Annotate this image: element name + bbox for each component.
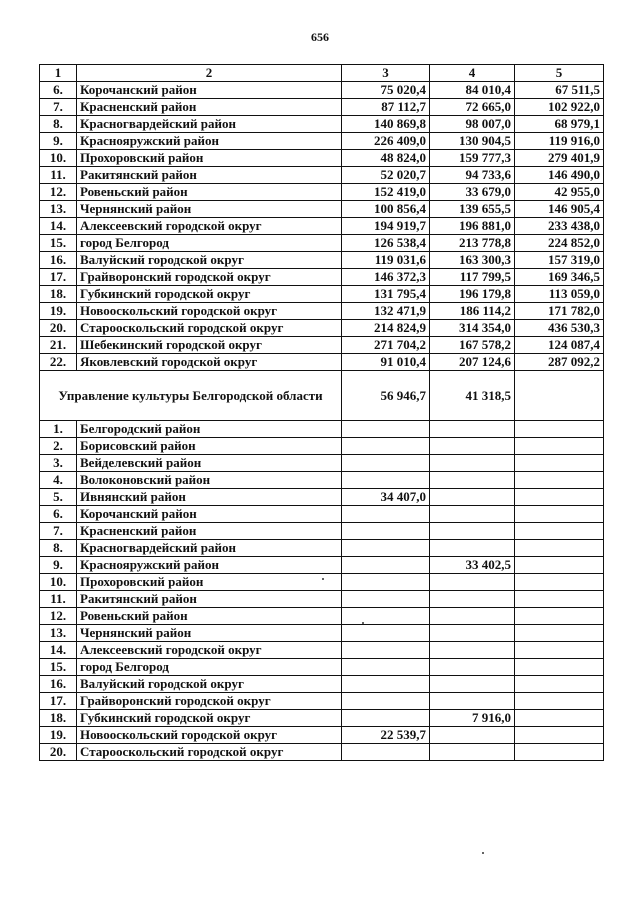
row-name: Краснояружский район [77, 133, 342, 150]
row-value-col5 [515, 438, 604, 455]
row-value-col5: 171 782,0 [515, 303, 604, 320]
table-row [40, 472, 604, 489]
row-value-col4 [430, 421, 515, 438]
row-value-col5: 124 087,4 [515, 337, 604, 354]
row-number: 8. [40, 116, 77, 133]
row-value-col4: 163 300,3 [430, 252, 515, 269]
row-number: 18. [40, 286, 77, 303]
row-value-col5 [515, 642, 604, 659]
row-value-col4 [430, 676, 515, 693]
row-number: 20. [40, 320, 77, 337]
row-value-col5: 169 346,5 [515, 269, 604, 286]
table-header-row [40, 65, 604, 82]
row-name: Губкинский городской округ [77, 286, 342, 303]
row-value-col4: 167 578,2 [430, 337, 515, 354]
row-value-col4: 84 010,4 [430, 82, 515, 99]
row-number: 7. [40, 523, 77, 540]
row-value-col3 [342, 421, 430, 438]
row-value-col4 [430, 472, 515, 489]
row-name: Ракитянский район [77, 591, 342, 608]
table-row [40, 557, 604, 574]
row-number: 14. [40, 642, 77, 659]
table-row [40, 235, 604, 252]
row-value-col4 [430, 693, 515, 710]
row-number: 20. [40, 744, 77, 761]
table-row [40, 540, 604, 557]
row-number: 12. [40, 608, 77, 625]
row-number: 19. [40, 303, 77, 320]
row-value-col5: 113 059,0 [515, 286, 604, 303]
row-value-col5 [515, 625, 604, 642]
row-value-col4 [430, 659, 515, 676]
row-value-col3: 152 419,0 [342, 184, 430, 201]
row-number: 11. [40, 167, 77, 184]
row-value-col3 [342, 625, 430, 642]
row-value-col5: 102 922,0 [515, 99, 604, 116]
row-value-col4 [430, 523, 515, 540]
table-row [40, 252, 604, 269]
table-row [40, 693, 604, 710]
row-value-col5 [515, 506, 604, 523]
row-value-col5 [515, 710, 604, 727]
row-value-col4 [430, 642, 515, 659]
row-value-col4: 117 799,5 [430, 269, 515, 286]
budget-table-body [40, 65, 604, 761]
row-value-col5: 42 955,0 [515, 184, 604, 201]
row-name: Шебекинский городской округ [77, 337, 342, 354]
row-value-col5 [515, 727, 604, 744]
row-number: 1. [40, 421, 77, 438]
row-number: 15. [40, 235, 77, 252]
table-row [40, 676, 604, 693]
section-row [40, 371, 604, 421]
row-value-col3 [342, 472, 430, 489]
row-value-col4: 196 179,8 [430, 286, 515, 303]
table-row [40, 218, 604, 235]
row-value-col5 [515, 540, 604, 557]
row-value-col5 [515, 455, 604, 472]
table-row [40, 489, 604, 506]
row-name: Волоконовский район [77, 472, 342, 489]
row-number: 7. [40, 99, 77, 116]
table-row [40, 286, 604, 303]
row-value-col4: 186 114,2 [430, 303, 515, 320]
row-value-col3 [342, 744, 430, 761]
scan-speck [322, 578, 324, 580]
table-row [40, 591, 604, 608]
table-row [40, 506, 604, 523]
row-name: Красненский район [77, 99, 342, 116]
row-value-col3: 271 704,2 [342, 337, 430, 354]
row-name: Ровеньский район [77, 608, 342, 625]
row-value-col4 [430, 506, 515, 523]
row-value-col4 [430, 727, 515, 744]
table-row [40, 184, 604, 201]
row-number: 12. [40, 184, 77, 201]
row-value-col3: 146 372,3 [342, 269, 430, 286]
row-number: 9. [40, 133, 77, 150]
row-value-col3: 214 824,9 [342, 320, 430, 337]
row-value-col3: 126 538,4 [342, 235, 430, 252]
row-value-col3: 226 409,0 [342, 133, 430, 150]
row-value-col4 [430, 455, 515, 472]
row-value-col5 [515, 608, 604, 625]
row-value-col5 [515, 489, 604, 506]
row-value-col5 [515, 693, 604, 710]
row-number: 9. [40, 557, 77, 574]
row-value-col3: 131 795,4 [342, 286, 430, 303]
row-value-col3 [342, 591, 430, 608]
table-row [40, 727, 604, 744]
row-number: 4. [40, 472, 77, 489]
row-value-col4 [430, 744, 515, 761]
row-value-col3 [342, 540, 430, 557]
row-value-col5: 146 490,0 [515, 167, 604, 184]
row-value-col3: 194 919,7 [342, 218, 430, 235]
row-value-col5: 233 438,0 [515, 218, 604, 235]
row-value-col4 [430, 540, 515, 557]
section-value-col3: 56 946,7 [342, 371, 430, 421]
section-title: Управление культуры Белгородской области [40, 371, 342, 421]
row-name: Старооскольский городской округ [77, 320, 342, 337]
scan-speck [362, 622, 364, 624]
table-row [40, 421, 604, 438]
row-name: Валуйский городской округ [77, 676, 342, 693]
row-value-col3 [342, 557, 430, 574]
row-value-col3: 140 869,8 [342, 116, 430, 133]
row-name: Чернянский район [77, 625, 342, 642]
table-row [40, 625, 604, 642]
row-value-col5 [515, 574, 604, 591]
row-value-col5: 67 511,5 [515, 82, 604, 99]
table-row [40, 133, 604, 150]
row-value-col5: 279 401,9 [515, 150, 604, 167]
table-row [40, 642, 604, 659]
row-name: Краснояружский район [77, 557, 342, 574]
row-value-col4: 196 881,0 [430, 218, 515, 235]
row-number: 6. [40, 506, 77, 523]
row-value-col5 [515, 472, 604, 489]
row-name: Алексеевский городской округ [77, 218, 342, 235]
header-col-1: 1 [40, 65, 77, 82]
row-value-col5 [515, 421, 604, 438]
row-value-col5: 68 979,1 [515, 116, 604, 133]
row-name: Ровеньский район [77, 184, 342, 201]
row-value-col3 [342, 659, 430, 676]
row-name: Губкинский городской округ [77, 710, 342, 727]
table-row [40, 303, 604, 320]
scan-speck [482, 852, 484, 854]
section-value-col4: 41 318,5 [430, 371, 515, 421]
row-number: 13. [40, 625, 77, 642]
table-row [40, 438, 604, 455]
row-name: город Белгород [77, 659, 342, 676]
row-name: Алексеевский городской округ [77, 642, 342, 659]
row-name: Грайворонский городской округ [77, 269, 342, 286]
page-number: 656 [311, 30, 329, 44]
row-name: Новооскольский городской округ [77, 727, 342, 744]
row-name: Чернянский район [77, 201, 342, 218]
row-value-col4 [430, 608, 515, 625]
row-value-col5: 146 905,4 [515, 201, 604, 218]
row-value-col4 [430, 574, 515, 591]
row-value-col3: 91 010,4 [342, 354, 430, 371]
table-row [40, 150, 604, 167]
row-number: 6. [40, 82, 77, 99]
row-name: Ракитянский район [77, 167, 342, 184]
row-value-col5 [515, 591, 604, 608]
row-value-col4: 139 655,5 [430, 201, 515, 218]
table-row [40, 354, 604, 371]
row-number: 17. [40, 269, 77, 286]
row-name: Красногвардейский район [77, 540, 342, 557]
table-row [40, 608, 604, 625]
row-number: 21. [40, 337, 77, 354]
row-number: 22. [40, 354, 77, 371]
row-value-col4 [430, 438, 515, 455]
row-value-col4: 314 354,0 [430, 320, 515, 337]
row-name: город Белгород [77, 235, 342, 252]
row-value-col3 [342, 574, 430, 591]
row-value-col4: 130 904,5 [430, 133, 515, 150]
header-col-2: 2 [77, 65, 342, 82]
row-value-col3 [342, 642, 430, 659]
row-name: Красногвардейский район [77, 116, 342, 133]
row-value-col3 [342, 455, 430, 472]
row-name: Старооскольский городской округ [77, 744, 342, 761]
row-value-col5 [515, 523, 604, 540]
row-value-col3: 34 407,0 [342, 489, 430, 506]
row-value-col3: 87 112,7 [342, 99, 430, 116]
row-value-col3 [342, 506, 430, 523]
row-value-col3: 52 020,7 [342, 167, 430, 184]
row-number: 2. [40, 438, 77, 455]
row-number: 18. [40, 710, 77, 727]
row-number: 13. [40, 201, 77, 218]
row-value-col4: 98 007,0 [430, 116, 515, 133]
row-value-col5 [515, 557, 604, 574]
row-name: Грайворонский городской округ [77, 693, 342, 710]
row-name: Прохоровский район [77, 574, 342, 591]
row-name: Яковлевский городской округ [77, 354, 342, 371]
section-value-col5 [515, 371, 604, 421]
row-value-col3 [342, 676, 430, 693]
row-number: 17. [40, 693, 77, 710]
table-row [40, 167, 604, 184]
table-row [40, 523, 604, 540]
row-number: 11. [40, 591, 77, 608]
row-number: 15. [40, 659, 77, 676]
row-number: 10. [40, 574, 77, 591]
header-col-3: 3 [342, 65, 430, 82]
row-value-col5: 224 852,0 [515, 235, 604, 252]
header-col-4: 4 [430, 65, 515, 82]
header-col-5: 5 [515, 65, 604, 82]
row-value-col4: 7 916,0 [430, 710, 515, 727]
row-value-col5 [515, 659, 604, 676]
row-name: Корочанский район [77, 506, 342, 523]
row-number: 3. [40, 455, 77, 472]
row-name: Борисовский район [77, 438, 342, 455]
table-row [40, 320, 604, 337]
row-value-col5: 157 319,0 [515, 252, 604, 269]
table-row [40, 574, 604, 591]
row-value-col3: 132 471,9 [342, 303, 430, 320]
row-value-col5: 119 916,0 [515, 133, 604, 150]
row-value-col4: 159 777,3 [430, 150, 515, 167]
table-row [40, 744, 604, 761]
table-row [40, 455, 604, 472]
row-value-col5 [515, 744, 604, 761]
row-value-col3 [342, 523, 430, 540]
row-name: Прохоровский район [77, 150, 342, 167]
row-value-col5: 287 092,2 [515, 354, 604, 371]
row-value-col4: 213 778,8 [430, 235, 515, 252]
row-number: 10. [40, 150, 77, 167]
row-value-col4 [430, 625, 515, 642]
table-row [40, 99, 604, 116]
row-value-col4 [430, 591, 515, 608]
row-number: 16. [40, 676, 77, 693]
row-value-col5: 436 530,3 [515, 320, 604, 337]
row-number: 8. [40, 540, 77, 557]
table-row [40, 659, 604, 676]
table-row [40, 337, 604, 354]
row-value-col4: 33 679,0 [430, 184, 515, 201]
row-name: Корочанский район [77, 82, 342, 99]
row-name: Валуйский городской округ [77, 252, 342, 269]
row-value-col4 [430, 489, 515, 506]
row-value-col3: 100 856,4 [342, 201, 430, 218]
table-row [40, 710, 604, 727]
row-value-col3: 75 020,4 [342, 82, 430, 99]
row-name: Белгородский район [77, 421, 342, 438]
row-value-col3: 119 031,6 [342, 252, 430, 269]
row-number: 19. [40, 727, 77, 744]
row-value-col3: 48 824,0 [342, 150, 430, 167]
row-name: Вейделевский район [77, 455, 342, 472]
budget-table [39, 64, 604, 761]
row-name: Красненский район [77, 523, 342, 540]
row-number: 5. [40, 489, 77, 506]
row-value-col3 [342, 693, 430, 710]
row-value-col4: 72 665,0 [430, 99, 515, 116]
row-number: 14. [40, 218, 77, 235]
table-row [40, 201, 604, 218]
row-value-col5 [515, 676, 604, 693]
row-value-col4: 33 402,5 [430, 557, 515, 574]
row-value-col3 [342, 710, 430, 727]
row-value-col4: 207 124,6 [430, 354, 515, 371]
row-name: Новооскольский городской округ [77, 303, 342, 320]
table-row [40, 82, 604, 99]
table-row [40, 116, 604, 133]
row-name: Ивнянский район [77, 489, 342, 506]
row-value-col3 [342, 438, 430, 455]
table-row [40, 269, 604, 286]
row-value-col3 [342, 608, 430, 625]
row-value-col3: 22 539,7 [342, 727, 430, 744]
row-number: 16. [40, 252, 77, 269]
row-value-col4: 94 733,6 [430, 167, 515, 184]
